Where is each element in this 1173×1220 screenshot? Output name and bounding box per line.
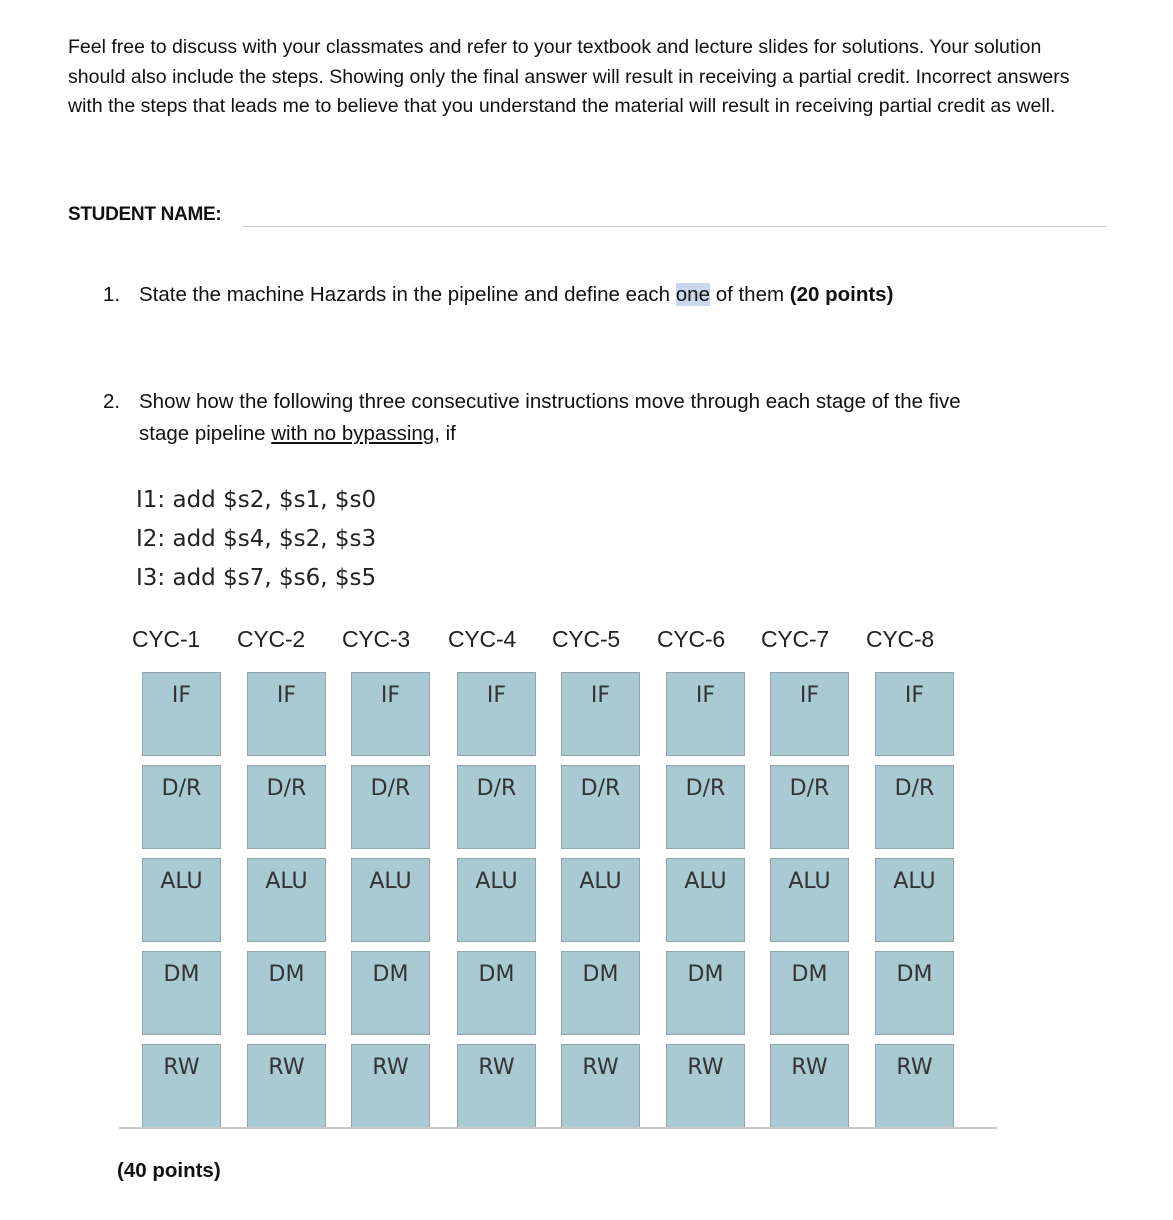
instruction-2: I2: add $s4, $s2, $s3 <box>136 526 377 552</box>
question-1-text <box>139 279 1103 311</box>
stage-cell-dr-cycle-4: D/R <box>457 765 536 849</box>
cycle-label-2: CYC-2 <box>237 626 306 652</box>
question-1-number: 1. <box>103 283 121 306</box>
stage-cell-rw-cycle-6: RW <box>666 1044 745 1128</box>
stage-cell-alu-cycle-3: ALU <box>351 858 430 942</box>
instruction-list <box>136 481 376 598</box>
question-1-text-part1: State the machine Hazards in the pipeline and define each <box>139 283 676 306</box>
intro-paragraph: Feel free to discuss with your classmates and refer to your textbook and lecture slides for solutions. Your solution should also include the steps. Showing only the final answer will result in receiving a partial credit. Incorrect answers with the steps that leads me to believe that you understand the material will result in receiving partial credit as well. <box>68 36 1070 117</box>
stage-cell-alu-cycle-4: ALU <box>457 858 536 942</box>
question-1-points: (20 points) <box>789 283 894 306</box>
stage-cell-dm-cycle-7: DM <box>770 951 849 1035</box>
stage-cell-if-cycle-2: IF <box>247 672 326 756</box>
cycle-label-3: CYC-3 <box>342 626 411 652</box>
student-name-row <box>68 202 1108 232</box>
question-1-highlight: one <box>675 283 710 306</box>
question-2 <box>103 386 1103 450</box>
question-2-points: (40 points) <box>117 1159 221 1182</box>
stage-cell-alu-cycle-5: ALU <box>561 858 640 942</box>
stage-cell-dm-cycle-6: DM <box>666 951 745 1035</box>
stage-cell-rw-cycle-7: RW <box>770 1044 849 1128</box>
stage-cell-dr-cycle-8: D/R <box>875 765 954 849</box>
stage-cell-dm-cycle-4: DM <box>457 951 536 1035</box>
stage-cell-alu-cycle-1: ALU <box>142 858 221 942</box>
question-2-line-1: Show how the following three consecutive instructions move through each stage of the five <box>139 390 961 413</box>
stage-cell-dm-cycle-3: DM <box>351 951 430 1035</box>
stage-cell-dm-cycle-8: DM <box>875 951 954 1035</box>
cycle-label-5: CYC-5 <box>552 626 621 652</box>
stage-cell-if-cycle-4: IF <box>457 672 536 756</box>
stage-cell-rw-cycle-1: RW <box>142 1044 221 1128</box>
stage-cell-if-cycle-5: IF <box>561 672 640 756</box>
cycle-label-6: CYC-6 <box>657 626 726 652</box>
stage-cell-rw-cycle-2: RW <box>247 1044 326 1128</box>
stage-cell-dm-cycle-5: DM <box>561 951 640 1035</box>
stage-cell-dm-cycle-2: DM <box>247 951 326 1035</box>
stage-cell-rw-cycle-5: RW <box>561 1044 640 1128</box>
question-2-line-2 <box>139 418 1103 450</box>
stage-cell-dr-cycle-7: D/R <box>770 765 849 849</box>
instruction-1: I1: add $s2, $s1, $s0 <box>136 487 377 513</box>
stage-cell-rw-cycle-8: RW <box>875 1044 954 1128</box>
cycle-label-8: CYC-8 <box>866 626 935 652</box>
stage-cell-if-cycle-8: IF <box>875 672 954 756</box>
question-2-underlined-condition: with no bypassing <box>271 422 435 445</box>
question-1 <box>103 279 1103 311</box>
stage-cell-dr-cycle-5: D/R <box>561 765 640 849</box>
stage-cell-rw-cycle-3: RW <box>351 1044 430 1128</box>
stage-cell-alu-cycle-7: ALU <box>770 858 849 942</box>
grid-baseline <box>119 1127 997 1129</box>
cycle-label-4: CYC-4 <box>448 626 517 652</box>
question-1-text-part2: of them <box>710 283 790 306</box>
question-2-line-2-part1: stage pipeline <box>139 422 272 445</box>
cycle-label-1: CYC-1 <box>132 626 201 652</box>
stage-cell-alu-cycle-6: ALU <box>666 858 745 942</box>
stage-cell-alu-cycle-8: ALU <box>875 858 954 942</box>
cycle-header-row <box>132 626 962 660</box>
stage-cell-if-cycle-7: IF <box>770 672 849 756</box>
stage-cell-dr-cycle-2: D/R <box>247 765 326 849</box>
stage-cell-rw-cycle-4: RW <box>457 1044 536 1128</box>
stage-cell-if-cycle-1: IF <box>142 672 221 756</box>
question-2-line-2-part2: , if <box>434 422 456 445</box>
student-name-label: STUDENT NAME: <box>68 204 222 225</box>
stage-cell-dr-cycle-6: D/R <box>666 765 745 849</box>
stage-cell-if-cycle-6: IF <box>666 672 745 756</box>
stage-cell-alu-cycle-2: ALU <box>247 858 326 942</box>
question-2-number: 2. <box>103 390 121 413</box>
stage-cell-dr-cycle-3: D/R <box>351 765 430 849</box>
student-name-field[interactable] <box>243 226 1107 227</box>
stage-cell-dm-cycle-1: DM <box>142 951 221 1035</box>
stage-cell-dr-cycle-1: D/R <box>142 765 221 849</box>
cycle-label-7: CYC-7 <box>761 626 830 652</box>
instruction-3: I3: add $s7, $s6, $s5 <box>136 565 377 591</box>
stage-cell-if-cycle-3: IF <box>351 672 430 756</box>
